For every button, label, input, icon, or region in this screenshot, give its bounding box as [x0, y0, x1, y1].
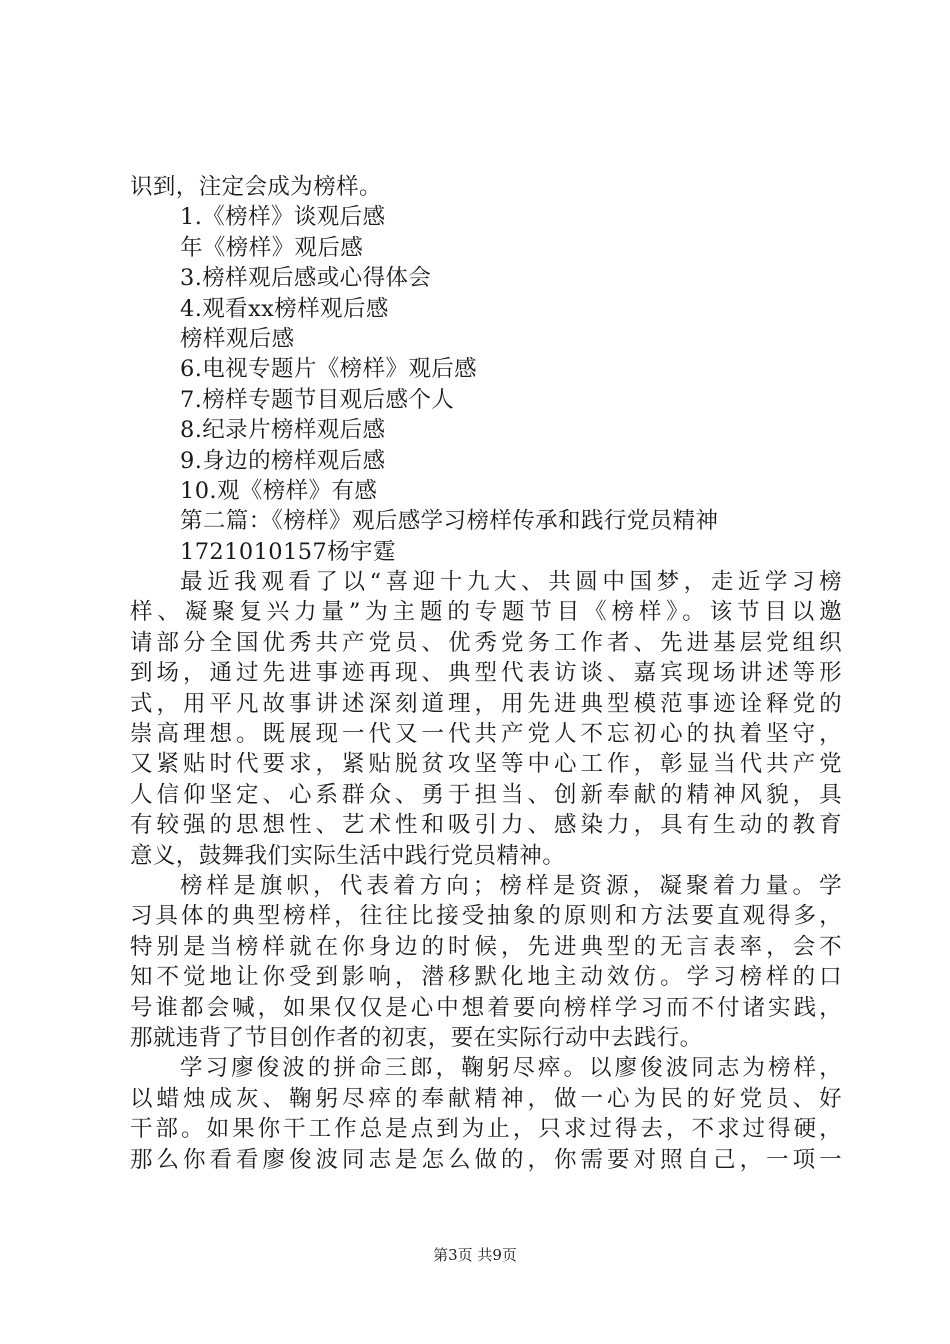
paragraph-line: 那就违背了节目创作者的初衷，要在实际行动中去践行。 — [130, 1024, 703, 1051]
paragraph — [130, 1053, 842, 1175]
list-item: 8.纪录片榜样观后感 — [180, 417, 386, 444]
list-item: 年《榜样》观后感 — [180, 234, 364, 261]
paragraph-line: 特别是当榜样就在你身边的时候，先进典型的无言表率，会不 — [130, 933, 842, 960]
author-line: 1721010157杨宇霆 — [180, 538, 396, 565]
text-line: 识到，注定会成为榜样。 — [130, 174, 382, 200]
paragraph-line: 式，用平凡故事讲述深刻道理，用先进典型模范事迹诠释党的 — [130, 690, 842, 717]
paragraph-line: 又紧贴时代要求，紧贴脱贫攻坚等中心工作，彰显当代共产党 — [130, 751, 842, 778]
paragraph-line: 知不觉地让你受到影响，潜移默化地主动效仿。学习榜样的口 — [130, 964, 842, 991]
list-item: 10.观《榜样》有感 — [180, 477, 378, 504]
list-item: 7.榜样专题节目观后感个人 — [180, 386, 455, 413]
list-item: 4.观看xx榜样观后感 — [180, 295, 389, 322]
paragraph — [130, 567, 842, 871]
paragraph-line: 习具体的典型榜样，往往比接受抽象的原则和方法要直观得多， — [130, 903, 842, 930]
document-body — [130, 172, 842, 1175]
list-item: 1.《榜样》谈观后感 — [180, 204, 386, 231]
paragraph-line: 号谁都会喊，如果仅仅是心中想着要向榜样学习而不付诸实践， — [130, 994, 842, 1021]
paragraph — [130, 871, 842, 1053]
list-item: 6.电视专题片《榜样》观后感 — [180, 356, 478, 383]
paragraph-line: 人信仰坚定、心系群众、勇于担当、创新奉献的精神风貌，具 — [130, 781, 842, 808]
paragraph-line: 到场，通过先进事迹再现、典型代表访谈、嘉宾现场讲述等形 — [130, 660, 842, 687]
list-item: 9.身边的榜样观后感 — [180, 447, 386, 474]
paragraph-line: 有较强的思想性、艺术性和吸引力、感染力，具有生动的教育 — [130, 812, 842, 839]
page-footer: 第3页 共9页 — [433, 1246, 517, 1264]
paragraph-line: 学习廖俊波的拼命三郎，鞠躬尽瘁。以廖俊波同志为榜样， — [180, 1055, 842, 1082]
list-item: 3.榜样观后感或心得体会 — [180, 265, 432, 292]
section-heading: 第二篇：《榜样》观后感学习榜样传承和践行党员精神 — [180, 508, 719, 535]
paragraph-line: 崇高理想。既展现一代又一代共产党人不忘初心的执着坚守， — [130, 721, 842, 748]
paragraph-line: 那么你看看廖俊波同志是怎么做的，你需要对照自己，一项一 — [130, 1146, 842, 1173]
paragraph-line: 样、凝聚复兴力量”为主题的专题节目《榜样》。该节目以邀 — [130, 599, 842, 626]
paragraph-line: 请部分全国优秀共产党员、优秀党务工作者、先进基层党组织 — [130, 629, 842, 656]
paragraph-line: 榜样是旗帜，代表着方向；榜样是资源，凝聚着力量。学 — [180, 872, 842, 899]
paragraph-line: 最近我观看了以“喜迎十九大、共圆中国梦，走近学习榜 — [180, 569, 842, 596]
paragraph-line: 以蜡烛成灰、鞠躬尽瘁的奉献精神，做一心为民的好党员、好 — [130, 1085, 842, 1112]
paragraph-line: 干部。如果你干工作总是点到为止，只求过得去，不求过得硬， — [130, 1116, 842, 1143]
paragraph-line: 意义，鼓舞我们实际生活中践行党员精神。 — [130, 842, 566, 869]
list-item: 榜样观后感 — [180, 325, 295, 352]
